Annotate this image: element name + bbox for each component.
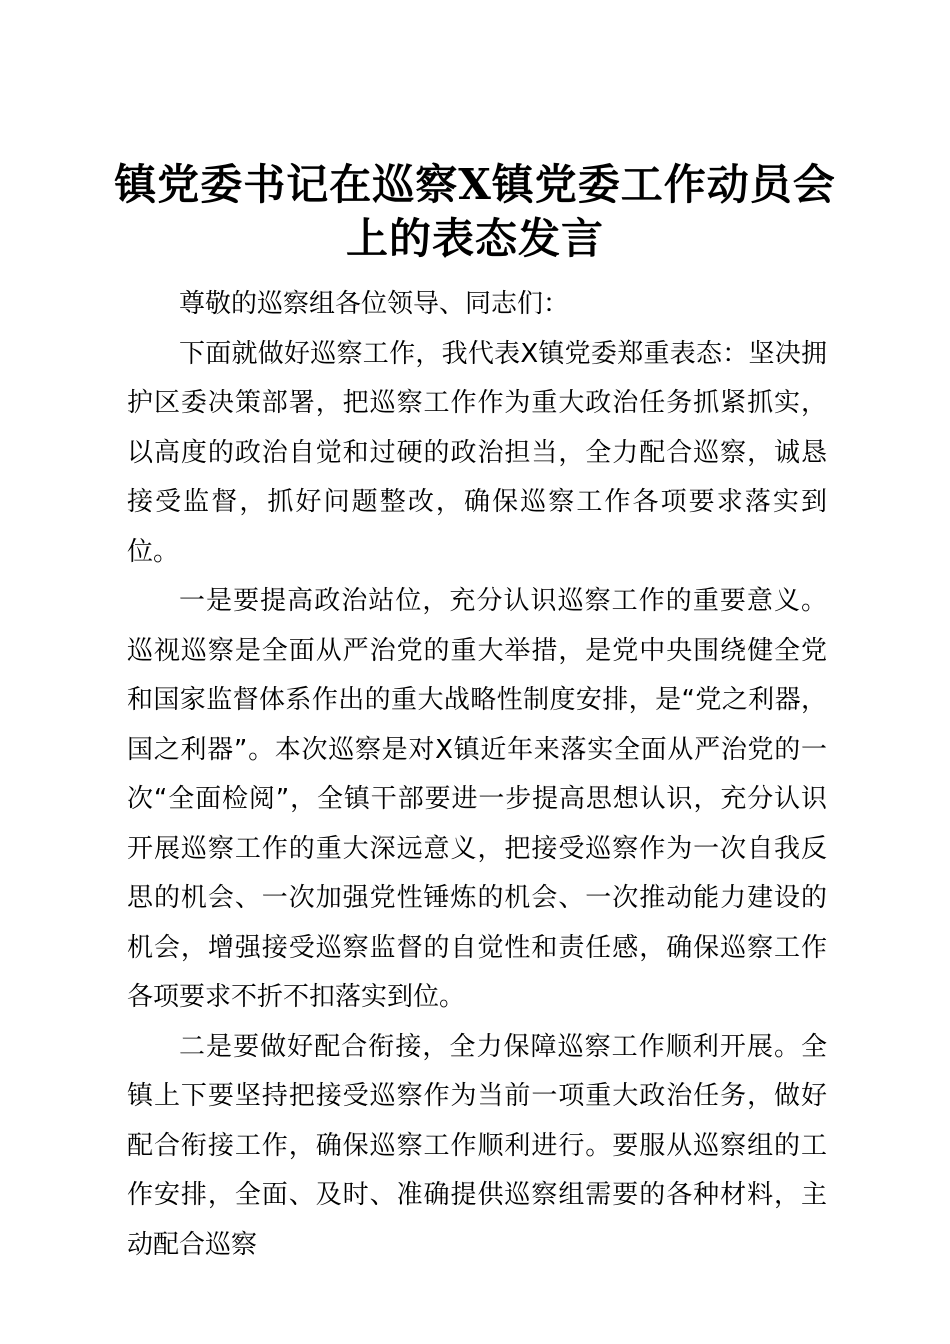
salutation: 尊敬的巡察组各位领导、同志们： [179, 289, 570, 319]
document-title: 镇党委书记在巡察X镇党委工作动员会上的表态发言 [114, 160, 836, 263]
paragraph-3: 二是要做好配合衔接，全力保障巡察工作顺利开展。全镇上下要坚持把接受巡察作为当前一项重大政治任务，做好配合衔接工作，确保巡察工作顺利进行。要服从巡察组的工作安排，全面、及时、准确提供巡察组需要的各种材料，主动配合巡察 [127, 1031, 827, 1260]
paragraph-1: 下面就做好巡察工作，我代表X镇党委郑重表态：坚决拥护区委决策部署，把巡察工作作为重大政治任务抓紧抓实，以高度的政治自觉和过硬的政治担当，全力配合巡察，诚恳接受监督，抓好问题整改，确保巡察工作各项要求落实到位。 [127, 338, 827, 567]
document-body [127, 280, 827, 1270]
paragraph-2: 一是要提高政治站位，充分认识巡察工作的重要意义。巡视巡察是全面从严治党的重大举措，是党中央围绕健全党和国家监督体系作出的重大战略性制度安排，是“党之利器，国之利器”。本次巡察是对X镇近年来落实全面从严治党的一次“全面检阅”，全镇干部要进一步提高思想认识，充分认识开展巡察工作的重大深远意义，把接受巡察作为一次自我反思的机会、一次加强党性锤炼的机会、一次推动能力建设的机会，增强接受巡察监督的自觉性和责任感，确保巡察工作各项要求不折不扣落实到位。 [127, 586, 827, 1012]
